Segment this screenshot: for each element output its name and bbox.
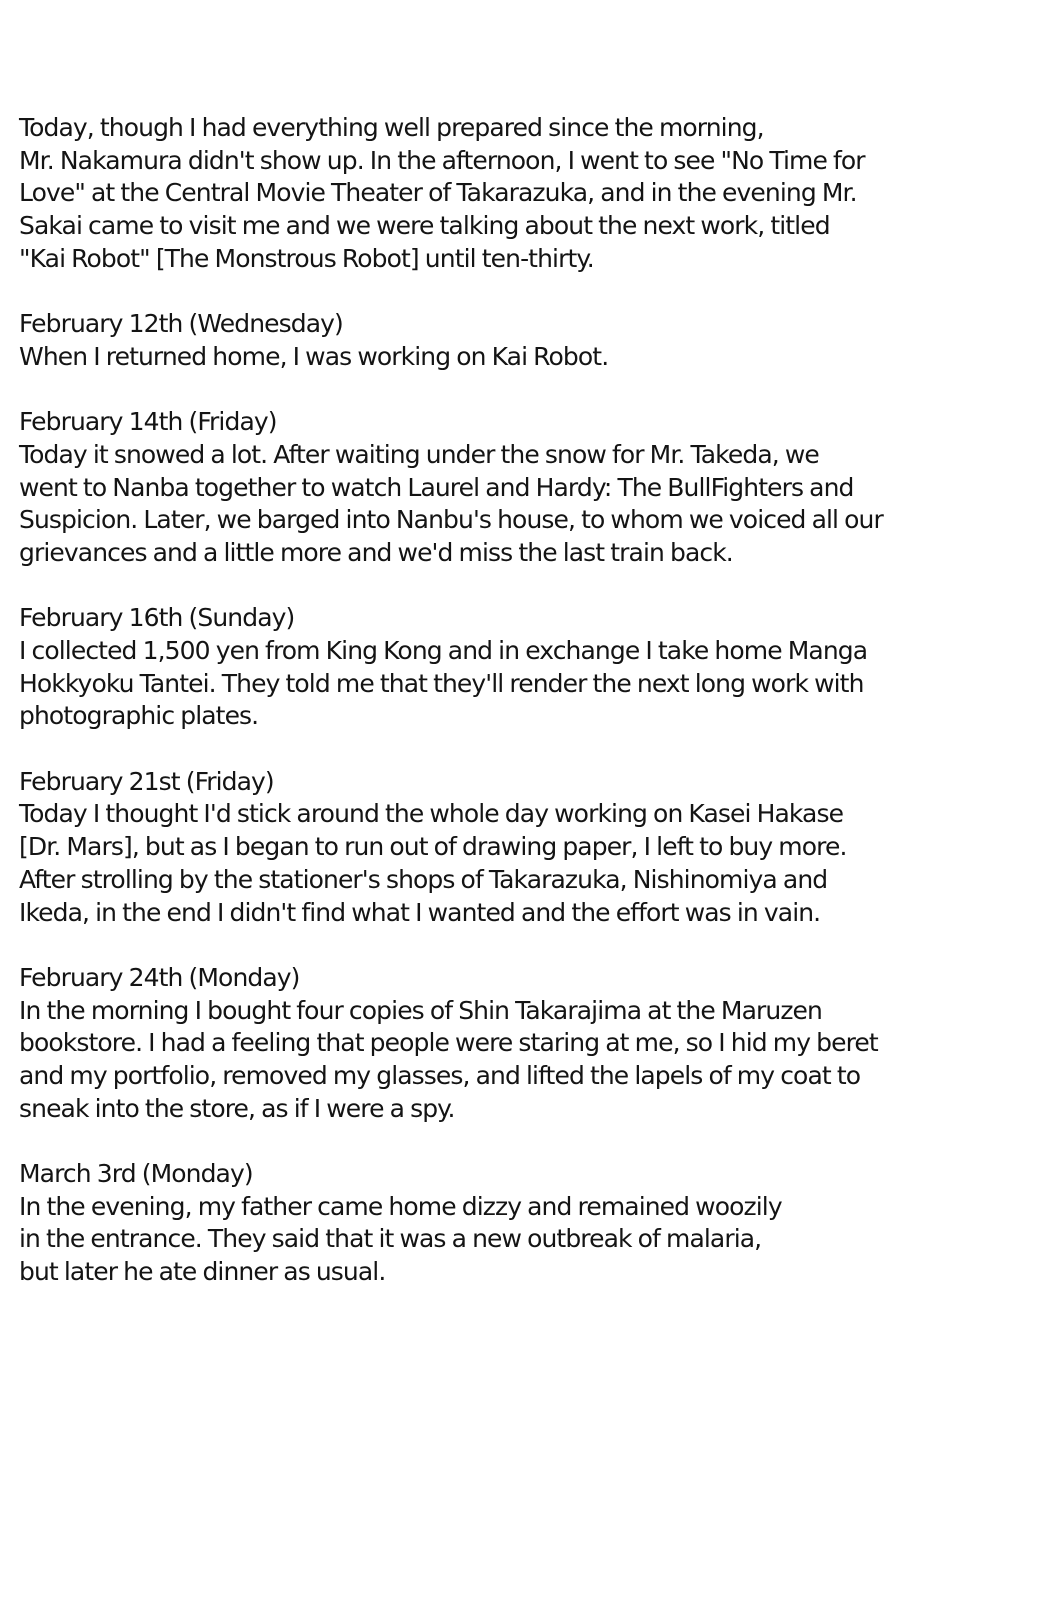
entry-date-heading: February 24th (Monday) xyxy=(19,962,300,992)
entry-line: photographic plates. xyxy=(19,701,259,731)
entry-line: sneak into the store, as if I were a spy. xyxy=(19,1093,455,1123)
entry-line: [Dr. Mars], but as I began to run out of drawing paper, I left to buy more. xyxy=(19,832,847,862)
entry-date-heading: February 12th (Wednesday) xyxy=(19,309,343,339)
entry-line: Mr. Nakamura didn't show up. In the afternoon, I went to see "No Time for xyxy=(19,145,865,175)
diary-entry-feb-24 xyxy=(19,962,1019,1125)
entry-line: In the morning I bought four copies of Shin Takarajima at the Maruzen xyxy=(19,995,822,1025)
diary-entry-feb-14 xyxy=(19,406,1019,569)
diary-entry-intro xyxy=(19,112,1019,275)
entry-line: and my portfolio, removed my glasses, and lifted the lapels of my coat to xyxy=(19,1060,861,1090)
entry-line: went to Nanba together to watch Laurel and Hardy: The BullFighters and xyxy=(19,472,854,502)
diary-entry-mar-3 xyxy=(19,1158,1019,1289)
diary-entry-feb-12 xyxy=(19,308,1019,373)
entry-line: "Kai Robot" [The Monstrous Robot] until ten-thirty. xyxy=(19,243,594,273)
entry-line: Hokkyoku Tantei. They told me that they'll render the next long work with xyxy=(19,668,864,698)
entry-line: grievances and a little more and we'd miss the last train back. xyxy=(19,537,733,567)
entry-line: Sakai came to visit me and we were talking about the next work, titled xyxy=(19,211,830,241)
entry-date-heading: March 3rd (Monday) xyxy=(19,1159,253,1188)
diary-entry-feb-21 xyxy=(19,766,1019,929)
entry-date-heading: February 16th (Sunday) xyxy=(19,603,295,633)
entry-line: Today I thought I'd stick around the whole day working on Kasei Hakase xyxy=(19,799,844,829)
entry-line: Today it snowed a lot. After waiting under the snow for Mr. Takeda, we xyxy=(19,439,819,469)
diary-entry-feb-16 xyxy=(19,602,1019,733)
entry-date-heading: February 14th (Friday) xyxy=(19,407,277,437)
entry-date-heading: February 21st (Friday) xyxy=(19,766,274,796)
entry-line: After strolling by the stationer's shops of Takarazuka, Nishinomiya and xyxy=(19,864,828,894)
entry-line: In the evening, my father came home dizzy and remained woozily xyxy=(19,1191,782,1221)
entry-line: Love" at the Central Movie Theater of Takarazuka, and in the evening Mr. xyxy=(19,178,857,208)
diary-page xyxy=(19,112,1019,1289)
entry-line: Today, though I had everything well prepared since the morning, xyxy=(19,113,764,142)
entry-line: Ikeda, in the end I didn't find what I wanted and the effort was in vain. xyxy=(19,897,821,927)
entry-line: but later he ate dinner as usual. xyxy=(19,1257,386,1287)
entry-line: in the entrance. They said that it was a new outbreak of malaria, xyxy=(19,1224,762,1254)
entry-line: When I returned home, I was working on Kai Robot. xyxy=(19,341,609,371)
entry-line: I collected 1,500 yen from King Kong and in exchange I take home Manga xyxy=(19,636,868,665)
entry-line: bookstore. I had a feeling that people were staring at me, so I hid my beret xyxy=(19,1028,878,1058)
entry-line: Suspicion. Later, we barged into Nanbu's house, to whom we voiced all our xyxy=(19,505,883,535)
